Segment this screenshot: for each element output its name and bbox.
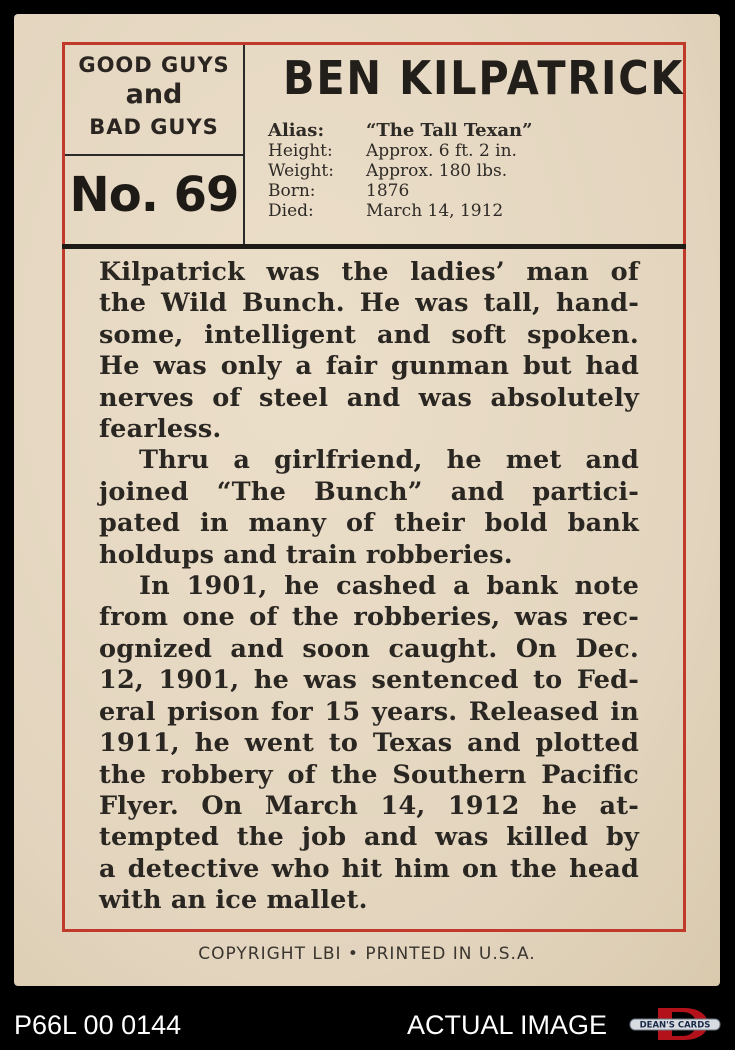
bio-line: nerves of steel and was absolutely <box>99 382 639 413</box>
copyright-line: COPYRIGHT LBI • PRINTED IN U.S.A. <box>198 944 536 964</box>
biography-text <box>99 257 639 917</box>
card-number: No. 69 <box>69 167 239 223</box>
bio-line: joined “The Bunch” and partici- <box>99 476 639 507</box>
bio-line: Kilpatrick was the ladies’ man of <box>99 257 639 287</box>
logo-text: DEAN'S CARDS <box>639 1020 711 1031</box>
stat-value: Approx. 6 ft. 2 in. <box>366 141 517 161</box>
inventory-code: P66L 00 0144 <box>14 1010 182 1040</box>
subject-name: BEN KILPATRICK <box>283 51 685 105</box>
bio-line: Flyer. On March 14, 1912 he at- <box>99 790 639 821</box>
bio-line: from one of the robberies, was rec- <box>99 602 639 633</box>
stat-label: Born: <box>268 181 316 201</box>
bio-line: a detective who hit him on the head <box>99 853 639 884</box>
series-line-good-guys: GOOD GUYS <box>78 53 230 77</box>
bio-line: In 1901, he cashed a bank note <box>139 571 639 602</box>
card-red-frame <box>62 42 686 932</box>
stats-block <box>268 121 532 221</box>
stat-row-born <box>268 181 532 201</box>
stat-label: Alias: <box>268 120 325 141</box>
bio-line: tempted the job and was killed by <box>99 822 639 853</box>
bio-line: pated in many of their bold bank <box>99 508 639 539</box>
stat-row-weight <box>268 161 532 181</box>
image-footer-bar <box>0 998 735 1050</box>
bio-line: holdups and train robberies. <box>99 539 513 570</box>
header-left-panel <box>65 45 245 244</box>
bio-line: Thru a girlfriend, he met and <box>139 445 639 476</box>
bio-line: with an ice mallet. <box>99 885 368 916</box>
bio-line: 12, 1901, he was sentenced to Fed- <box>99 665 639 696</box>
stat-value: 1876 <box>366 181 410 201</box>
actual-image-label: ACTUAL IMAGE <box>407 1010 608 1040</box>
bio-line: some, intelligent and soft spoken. <box>99 319 639 350</box>
series-line-bad-guys: BAD GUYS <box>89 115 219 139</box>
stat-value: “The Tall Texan” <box>366 120 533 141</box>
stat-label: Height: <box>268 141 333 161</box>
stat-value: Approx. 180 lbs. <box>366 161 508 181</box>
stat-label: Weight: <box>268 161 334 181</box>
bio-line: He was only a fair gunman but had <box>99 351 639 382</box>
bio-line: the robbery of the Southern Pacific <box>99 759 639 790</box>
stat-row-height <box>268 141 532 161</box>
series-title-box <box>65 45 243 156</box>
bio-line: 1911, he went to Texas and plotted <box>99 728 639 759</box>
bio-line: eral prison for 15 years. Released in <box>99 696 639 727</box>
deans-cards-logo-icon <box>628 1006 722 1042</box>
stat-row-died <box>268 201 532 221</box>
trading-card-back <box>14 14 720 986</box>
stat-row-alias <box>268 121 532 141</box>
bio-line: fearless. <box>99 414 222 445</box>
series-line-and: and <box>125 79 183 110</box>
header-divider <box>62 244 686 249</box>
stat-label: Died: <box>268 201 314 221</box>
stat-value: March 14, 1912 <box>366 201 504 221</box>
bio-line: ognized and soon caught. On Dec. <box>99 633 639 664</box>
bio-line: the Wild Bunch. He was tall, hand- <box>99 288 639 319</box>
